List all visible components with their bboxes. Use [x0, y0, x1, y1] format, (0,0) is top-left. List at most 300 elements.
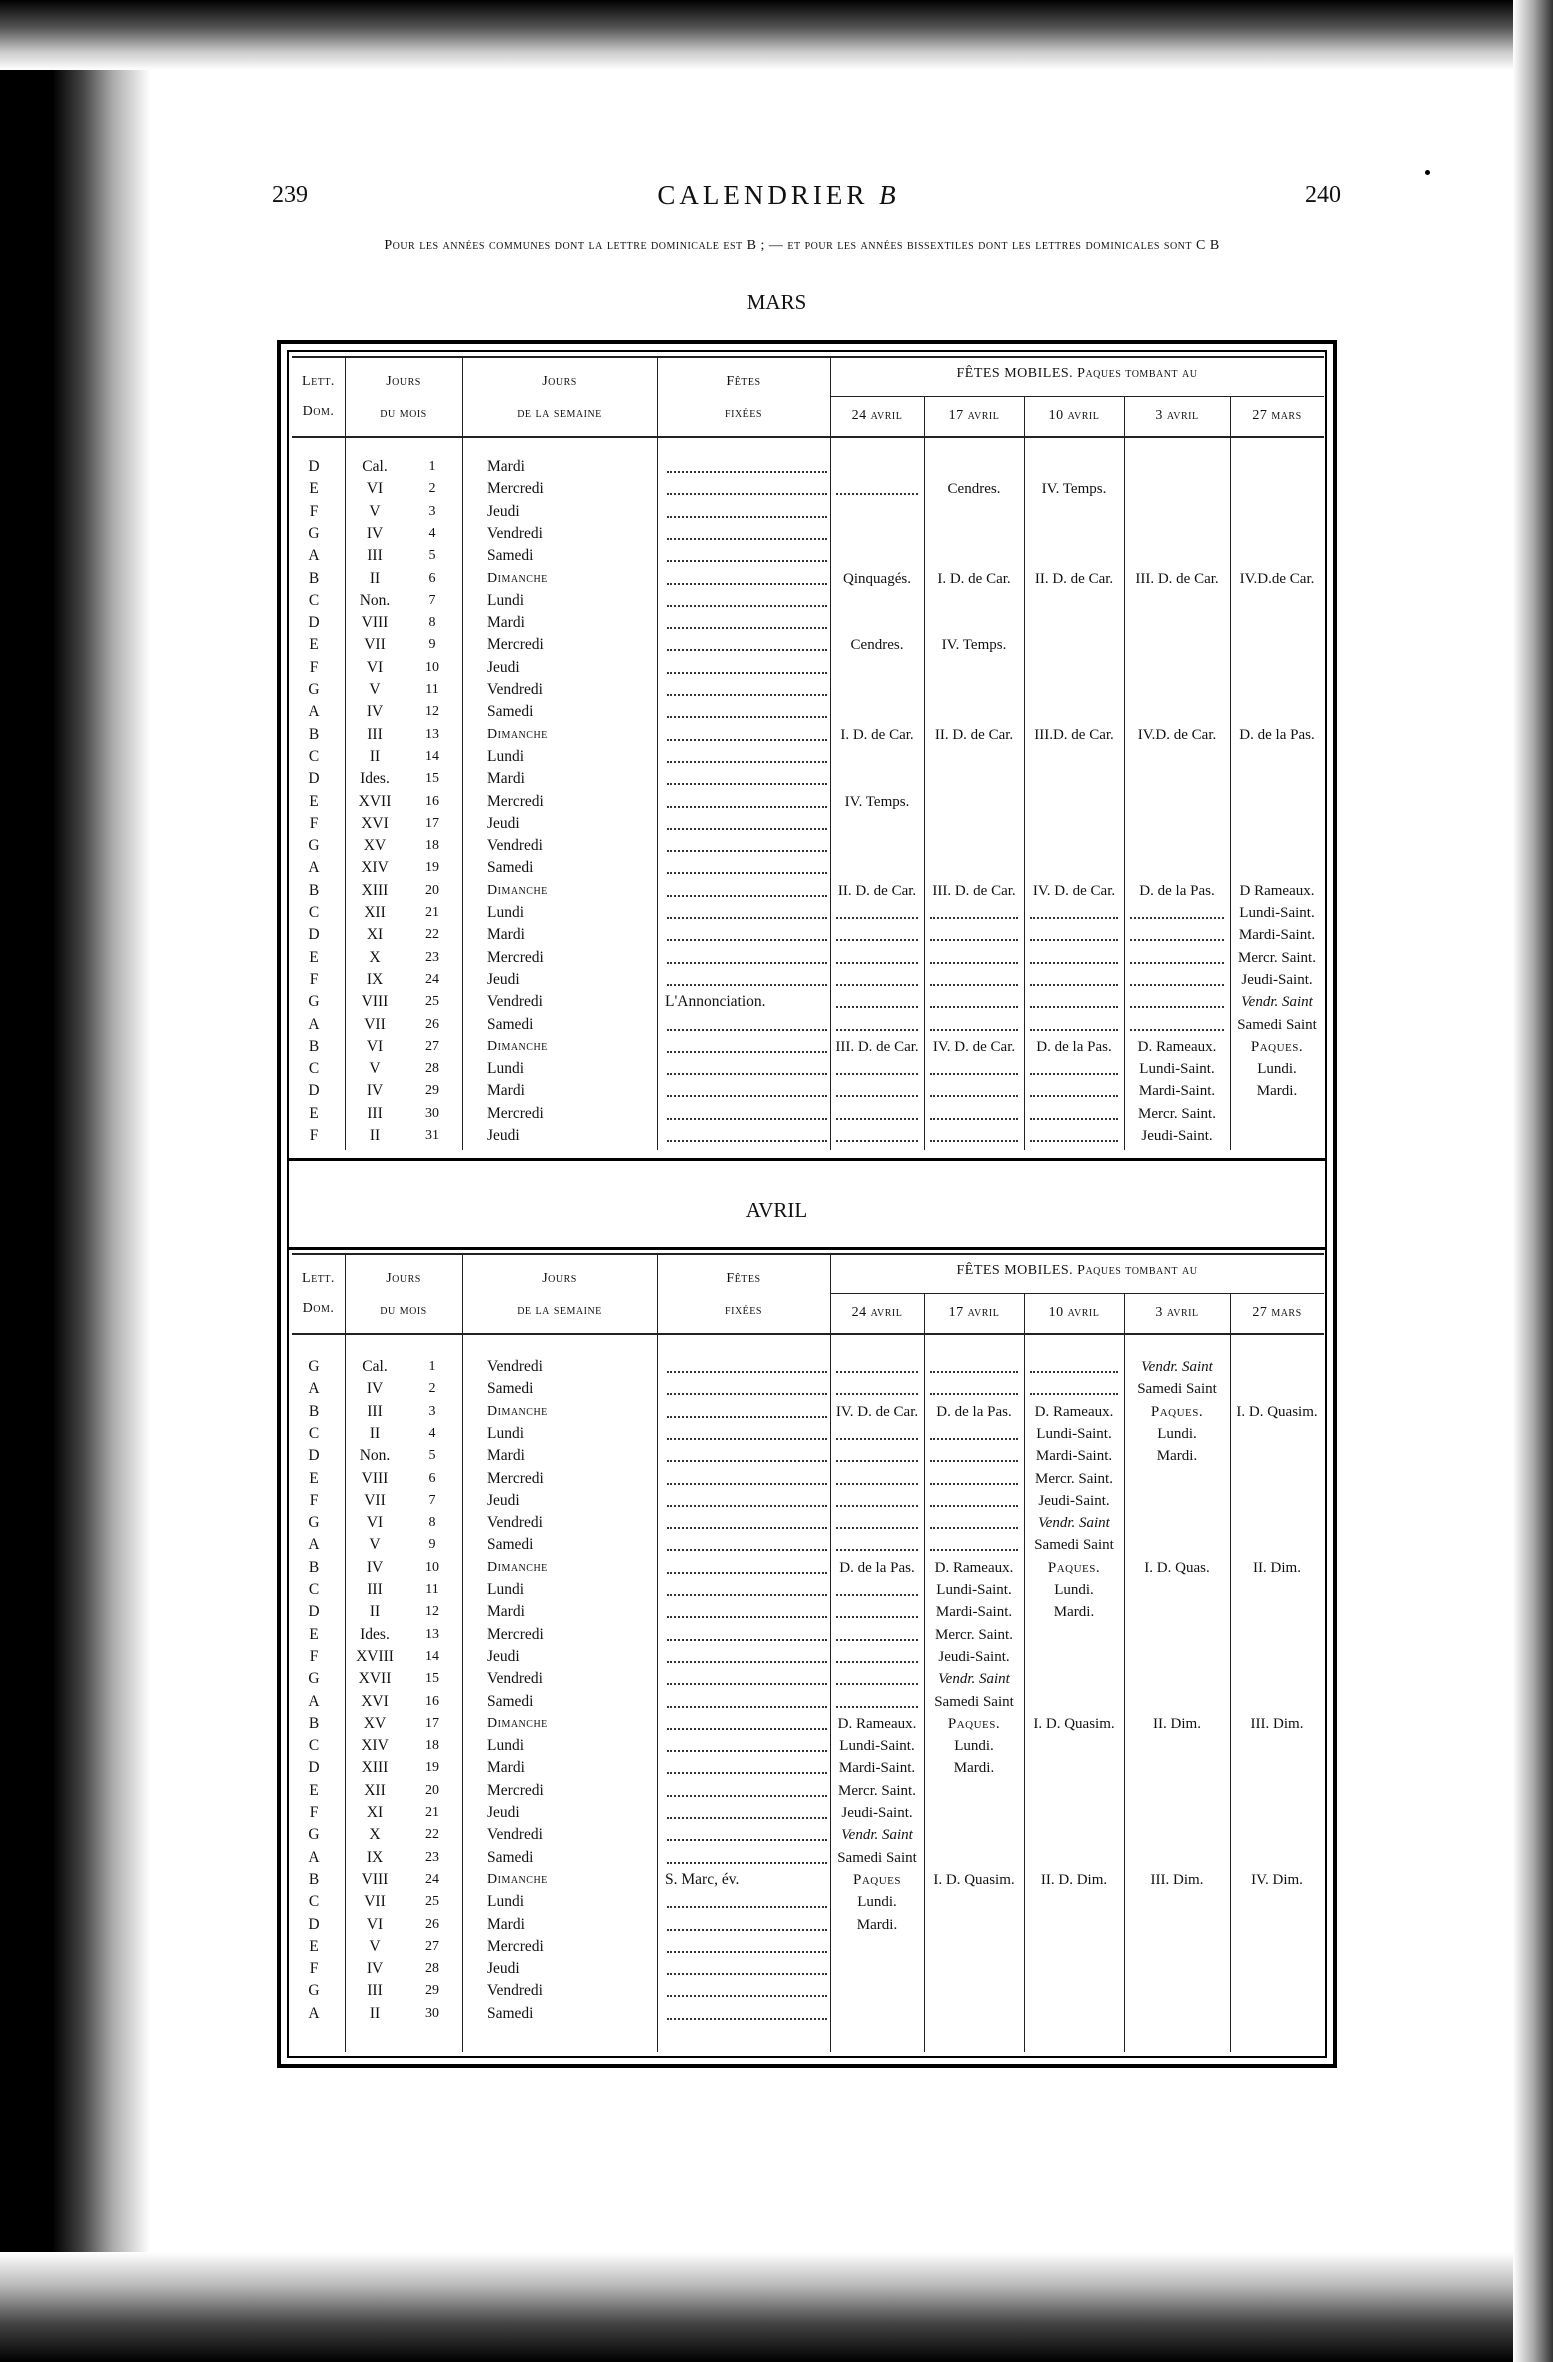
dotted-leader [667, 560, 827, 562]
mobile-feast-0: Mardi-Saint. [838, 1760, 916, 1777]
dotted-leader [930, 1505, 1018, 1507]
mobile-feast-2: Samedi Saint [1034, 1537, 1114, 1554]
dotted-leader [930, 1438, 1018, 1440]
weekday: Jeudi [487, 502, 520, 520]
avril-row [292, 1378, 1324, 1400]
avril-row [292, 1534, 1324, 1556]
mobile-feast-2: D. Rameaux. [1034, 1403, 1114, 1420]
mobile-feast-1: Samedi Saint [934, 1693, 1014, 1710]
roman-day: Ides. [360, 770, 390, 788]
dotted-leader [1030, 1073, 1118, 1075]
dominical-letter: F [309, 1127, 319, 1144]
dotted-leader [667, 1862, 827, 1864]
weekday: Lundi [487, 1581, 525, 1598]
mobile-feast-2: Mardi-Saint. [1035, 1448, 1113, 1465]
dotted-leader [930, 1006, 1018, 1008]
mobile-feast-3: Lundi. [1157, 1425, 1197, 1442]
weekday: Mardi [487, 1082, 525, 1100]
dominical-letter: F [309, 658, 319, 676]
mars-row [292, 1103, 1324, 1125]
weekday: Mercredi [487, 948, 544, 966]
scan-margin-top [0, 0, 1553, 70]
dominical-letter: C [308, 1737, 320, 1755]
weekday: Lundi [487, 1737, 525, 1755]
day-number: 24 [425, 971, 439, 987]
day-number: 11 [425, 682, 439, 697]
avril-row [292, 1824, 1324, 1846]
mobile-feast-2: II. D. Dim. [1040, 1871, 1108, 1888]
dotted-leader [1130, 939, 1224, 941]
avril-row [292, 1891, 1324, 1913]
day-number: 4 [428, 525, 436, 541]
mars-row [292, 813, 1324, 835]
dotted-leader [930, 1393, 1018, 1395]
roman-day: VI [366, 1514, 384, 1532]
mobile-feast-1: Lundi. [954, 1738, 994, 1755]
day-number: 23 [425, 949, 439, 965]
day-number: 6 [428, 1470, 436, 1486]
mobile-feast-4: II. Dim. [1253, 1559, 1301, 1576]
mars-row [292, 969, 1324, 991]
mobile-feast-2: Lundi-Saint. [1036, 1425, 1112, 1442]
scan-speck [1425, 170, 1430, 175]
mars-row [292, 612, 1324, 634]
roman-day: VII [364, 636, 386, 654]
weekday: Mercredi [487, 792, 544, 810]
dominical-letter: A [308, 547, 320, 565]
dotted-leader [836, 1661, 918, 1663]
roman-day: VII [364, 1015, 386, 1033]
mobile-feast-2: Paques. [1047, 1559, 1101, 1576]
mobile-feast-4: Lundi-Saint. [1239, 905, 1315, 921]
weekday: Jeudi [487, 1647, 520, 1665]
dotted-leader [930, 1029, 1018, 1031]
dotted-leader [930, 1118, 1018, 1120]
mobile-feast-3: I. D. Quas. [1144, 1559, 1210, 1576]
mars-row [292, 857, 1324, 879]
roman-day: Cal. [362, 1358, 388, 1375]
dominical-letter: A [308, 1015, 320, 1033]
mars-row [292, 746, 1324, 768]
day-number: 22 [425, 927, 439, 943]
dotted-leader [1130, 962, 1224, 964]
roman-day: IV [366, 1960, 384, 1978]
mars-hdr-du-mois: du mois [380, 406, 427, 421]
dotted-leader [667, 1140, 827, 1142]
roman-day: VI [366, 480, 384, 498]
day-number: 15 [425, 771, 439, 787]
mobile-feast-0: III. D. de Car. [835, 1038, 919, 1055]
page-number-right: 240 [1305, 182, 1341, 208]
dotted-leader [667, 1995, 827, 1997]
mobile-feast-2: II. D. de Car. [1034, 570, 1114, 587]
dominical-letter: F [309, 1491, 319, 1509]
mars-hdr-mobiles: FÊTES MOBILES. Paques tombant au [956, 366, 1198, 381]
mobile-feast-1: III. D. de Car. [932, 882, 1016, 899]
dominical-letter: B [308, 1558, 320, 1576]
weekday: Samedi [487, 703, 534, 721]
dominical-letter: E [309, 1781, 319, 1799]
avril-header-top-rule [292, 1253, 1324, 1255]
weekday: Samedi [487, 1536, 534, 1554]
mobile-feast-4: D Rameaux. [1239, 882, 1315, 899]
roman-day: IV [366, 703, 384, 721]
weekday: Mercredi [487, 480, 544, 498]
mars-row [292, 634, 1324, 656]
dotted-leader [1030, 1118, 1118, 1120]
mars-row [292, 501, 1324, 523]
dominical-letter: D [308, 770, 320, 788]
mars-row [292, 590, 1324, 612]
dotted-leader [667, 939, 827, 941]
day-number: 26 [425, 1016, 439, 1032]
mobile-feast-0: Paques [852, 1871, 901, 1888]
dotted-leader [667, 1416, 827, 1418]
avril-row [292, 1579, 1324, 1601]
dotted-leader [836, 1371, 918, 1373]
weekday: Samedi [487, 1380, 534, 1398]
dotted-leader [1130, 984, 1224, 986]
day-number: 13 [425, 1626, 439, 1642]
dotted-leader [1030, 1029, 1118, 1031]
mobile-feast-1: I. D. Quasim. [933, 1871, 1015, 1888]
weekday: Lundi [487, 1893, 525, 1911]
weekday: Mardi [487, 458, 525, 475]
dotted-leader [667, 1371, 827, 1373]
dotted-leader [836, 1029, 918, 1031]
roman-day: V [369, 1937, 381, 1955]
avril-row [292, 1512, 1324, 1534]
roman-day: Non. [359, 1447, 391, 1465]
day-number: 27 [425, 1938, 439, 1954]
dominical-letter: B [308, 725, 320, 743]
dotted-leader [667, 1639, 827, 1641]
avril-header-bottom-rule [292, 1333, 1324, 1335]
day-number: 11 [425, 1582, 439, 1597]
roman-day: XVIII [356, 1647, 394, 1665]
weekday: Lundi [487, 904, 525, 921]
mobile-feast-2: Vendr. Saint [1038, 1515, 1110, 1532]
day-number: 23 [425, 1849, 439, 1865]
mars-row [292, 523, 1324, 545]
dotted-leader [836, 1683, 918, 1685]
dotted-leader [667, 672, 827, 674]
weekday: Mardi [487, 1447, 525, 1465]
mars-row [292, 1036, 1324, 1058]
dotted-leader [1030, 1393, 1118, 1395]
dotted-leader [667, 1572, 827, 1574]
weekday: Vendredi [487, 837, 543, 855]
dotted-leader [667, 649, 827, 651]
roman-day: IX [366, 1848, 384, 1866]
day-number: 31 [425, 1128, 439, 1143]
avril-row [292, 1401, 1324, 1423]
mobile-feast-4: I. D. Quasim. [1236, 1403, 1318, 1420]
day-number: 3 [428, 1403, 436, 1419]
mobile-feast-1: Jeudi-Saint. [938, 1648, 1010, 1665]
avril-row [292, 1780, 1324, 1802]
mars-hdr-date-3: 3 avril [1155, 408, 1199, 423]
day-number: 2 [428, 481, 436, 497]
day-number: 15 [425, 1671, 439, 1687]
dotted-leader [930, 917, 1018, 919]
mobile-feast-3: Mardi-Saint. [1138, 1083, 1216, 1100]
day-number: 22 [425, 1827, 439, 1843]
mobile-feast-2: Mardi. [1053, 1604, 1095, 1621]
dotted-leader [836, 1594, 918, 1596]
avril-hdr-de-la-semaine: de la semaine [517, 1303, 602, 1318]
day-number: 26 [425, 1916, 439, 1932]
mobile-feast-0: II. D. de Car. [837, 882, 917, 899]
roman-day: II [369, 1424, 381, 1442]
dotted-leader [836, 493, 918, 495]
mobile-feast-2: III.D. de Car. [1034, 726, 1114, 743]
dominical-letter: G [308, 1982, 320, 2000]
dominical-letter: D [308, 1447, 320, 1465]
dominical-letter: B [308, 881, 320, 899]
dotted-leader [667, 1527, 827, 1529]
roman-day: V [369, 1060, 381, 1078]
dominical-letter: C [308, 904, 320, 921]
day-number: 13 [425, 726, 439, 742]
dotted-leader [667, 806, 827, 808]
roman-day: III [367, 1982, 383, 2000]
mars-row [292, 679, 1324, 701]
day-number: 4 [428, 1425, 436, 1441]
dotted-leader [667, 716, 827, 718]
avril-row [292, 1646, 1324, 1668]
avril-row [292, 1601, 1324, 1623]
dotted-leader [1030, 939, 1118, 941]
day-number: 18 [425, 838, 439, 854]
weekday: Mardi [487, 926, 525, 944]
dotted-leader [1130, 1029, 1224, 1031]
day-number: 20 [425, 882, 439, 898]
dominical-letter: B [308, 1870, 320, 1888]
mars-row [292, 456, 1324, 478]
weekday: Jeudi [487, 658, 520, 676]
dotted-leader [930, 962, 1018, 964]
dotted-leader [667, 828, 827, 830]
dominical-letter: F [309, 1647, 319, 1665]
mobile-feast-0: Lundi-Saint. [839, 1738, 915, 1755]
day-number: 25 [425, 994, 439, 1010]
dominical-letter: F [309, 1804, 319, 1821]
avril-hdr-fetes: Fêtes [726, 1271, 761, 1286]
roman-day: Cal. [362, 458, 388, 475]
scan-margin-bottom [0, 2252, 1553, 2362]
mobile-feast-0: Vendr. Saint [841, 1827, 913, 1844]
day-number: 17 [425, 1715, 439, 1731]
avril-mobiles-rule [830, 1293, 1324, 1294]
dotted-leader [667, 1095, 827, 1097]
page-subtitle: Pour les années communes dont la lettre dominicale est B ; — et pour les années bissextiles dont les lettres dominicales sont C B [384, 238, 1220, 253]
dominical-letter: E [309, 1104, 319, 1122]
avril-row [292, 1423, 1324, 1445]
roman-day: V [369, 1536, 381, 1554]
dotted-leader [667, 1772, 827, 1774]
dominical-letter: B [308, 569, 320, 587]
mobile-feast-3: Lundi-Saint. [1139, 1061, 1215, 1078]
fixed-feast: L'Annonciation. [665, 993, 766, 1011]
dotted-leader [667, 1029, 827, 1031]
dotted-leader [930, 1095, 1018, 1097]
dotted-leader [667, 1118, 827, 1120]
day-number: 19 [425, 1760, 439, 1776]
dotted-leader [667, 1839, 827, 1841]
roman-day: III [367, 547, 383, 565]
roman-day: XIV [361, 859, 389, 877]
dominical-letter: A [308, 859, 320, 877]
dotted-leader [836, 1393, 918, 1395]
roman-day: XV [363, 837, 387, 855]
roman-day: XII [364, 1781, 386, 1799]
weekday: Jeudi [487, 814, 520, 832]
avril-row [292, 1914, 1324, 1936]
day-number: 12 [425, 704, 439, 720]
mobile-feast-0: Lundi. [857, 1894, 897, 1911]
dotted-leader [1030, 984, 1118, 986]
mars-row [292, 568, 1324, 590]
roman-day: III [367, 1104, 383, 1122]
avril-hdr-lett: Lett. [302, 1271, 335, 1286]
roman-day: VII [364, 1491, 386, 1509]
day-number: 14 [425, 748, 439, 764]
avril-row [292, 1869, 1324, 1891]
avril-row [292, 1802, 1324, 1824]
day-number: 17 [425, 815, 439, 831]
mobile-feast-1: Cendres. [947, 481, 1001, 498]
mobile-feast-3: III. D. de Car. [1135, 570, 1219, 587]
roman-day: II [369, 747, 381, 765]
dominical-letter: G [308, 524, 320, 542]
dotted-leader [836, 1095, 918, 1097]
dominical-letter: F [309, 970, 319, 988]
roman-day: XVI [361, 1692, 389, 1710]
dotted-leader [1130, 1006, 1224, 1008]
mobile-feast-0: D. de la Pas. [839, 1559, 915, 1576]
mars-row [292, 880, 1324, 902]
roman-day: VIII [361, 614, 389, 632]
mobile-feast-1: Vendr. Saint [938, 1671, 1010, 1688]
day-number: 21 [425, 1805, 439, 1820]
weekday: Dimanche [487, 570, 548, 586]
mars-title: MARS [746, 290, 807, 314]
dotted-leader [836, 1639, 918, 1641]
dominical-letter: E [309, 636, 319, 654]
roman-day: XII [364, 904, 386, 921]
dotted-leader [930, 1371, 1018, 1373]
mobile-feast-0: Qinquagés. [843, 570, 911, 587]
mobile-feast-0: Mercr. Saint. [838, 1782, 916, 1799]
dotted-leader [667, 917, 827, 919]
roman-day: VI [366, 658, 384, 676]
weekday: Mardi [487, 1915, 525, 1933]
dominical-letter: D [308, 926, 320, 944]
dotted-leader [667, 493, 827, 495]
dominical-letter: C [308, 1581, 320, 1598]
mobile-feast-3: Mercr. Saint. [1138, 1105, 1216, 1122]
dotted-leader [836, 1505, 918, 1507]
dominical-letter: C [308, 1893, 320, 1911]
day-number: 30 [425, 2005, 439, 2021]
dominical-letter: C [308, 591, 320, 609]
dotted-leader [930, 984, 1018, 986]
mars-hdr-date-1: 17 avril [948, 408, 1000, 423]
dotted-leader [836, 1483, 918, 1485]
mobile-feast-4: Mardi-Saint. [1238, 927, 1316, 944]
dominical-letter: D [308, 1759, 320, 1777]
roman-day: VII [364, 1893, 386, 1911]
dominical-letter: G [308, 1514, 320, 1532]
day-number: 28 [425, 1961, 439, 1977]
weekday: Vendredi [487, 1358, 543, 1375]
dotted-leader [930, 1460, 1018, 1462]
weekday: Vendredi [487, 1826, 543, 1844]
dominical-letter: C [308, 1060, 320, 1078]
dotted-leader [836, 984, 918, 986]
day-number: 29 [425, 1083, 439, 1099]
mars-bottom-rule [289, 1158, 1325, 1161]
mars-hdr-date-0: 24 avril [851, 408, 903, 423]
roman-day: III [367, 1581, 383, 1598]
mars-row [292, 791, 1324, 813]
dotted-leader [667, 583, 827, 585]
dotted-leader [836, 1140, 918, 1142]
dotted-leader [667, 1483, 827, 1485]
weekday: Lundi [487, 1424, 525, 1442]
weekday: Vendredi [487, 1670, 543, 1688]
mobile-feast-3: III. Dim. [1150, 1871, 1204, 1888]
dotted-leader [667, 1460, 827, 1462]
mobile-feast-3: D. de la Pas. [1139, 882, 1215, 899]
mobile-feast-0: I. D. de Car. [840, 726, 914, 743]
mobile-feast-3: II. Dim. [1153, 1715, 1201, 1732]
mobile-feast-0: Cendres. [850, 637, 904, 654]
roman-day: VIII [361, 1870, 389, 1888]
dotted-leader [667, 1393, 827, 1395]
mobile-feast-3: D. Rameaux. [1137, 1038, 1217, 1055]
mars-row [292, 545, 1324, 567]
weekday: Samedi [487, 2004, 534, 2022]
avril-row [292, 1624, 1324, 1646]
day-number: 19 [425, 860, 439, 876]
mobile-feast-2: Jeudi-Saint. [1038, 1492, 1110, 1509]
dotted-leader [667, 1549, 827, 1551]
dominical-letter: G [308, 1826, 320, 1844]
weekday: Lundi [487, 591, 525, 609]
roman-day: XIV [361, 1737, 389, 1755]
weekday: Jeudi [487, 970, 520, 988]
dominical-letter: D [308, 1915, 320, 1933]
dominical-letter: D [308, 1082, 320, 1100]
dotted-leader [667, 783, 827, 785]
roman-day: XIII [361, 881, 389, 899]
dominical-letter: G [308, 1358, 320, 1375]
dominical-letter: F [309, 1960, 319, 1978]
mars-row [292, 1014, 1324, 1036]
dotted-leader [1030, 1006, 1118, 1008]
day-number: 10 [425, 659, 439, 675]
avril-row [292, 1980, 1324, 2002]
mars-hdr-fetes: Fêtes [726, 374, 761, 389]
roman-day: XV [363, 1714, 387, 1732]
roman-day: IV [366, 1558, 384, 1576]
avril-hdr-date-3: 3 avril [1155, 1305, 1199, 1320]
mobile-feast-3: Jeudi-Saint. [1141, 1128, 1213, 1144]
dotted-leader [930, 1483, 1018, 1485]
dotted-leader [667, 1750, 827, 1752]
